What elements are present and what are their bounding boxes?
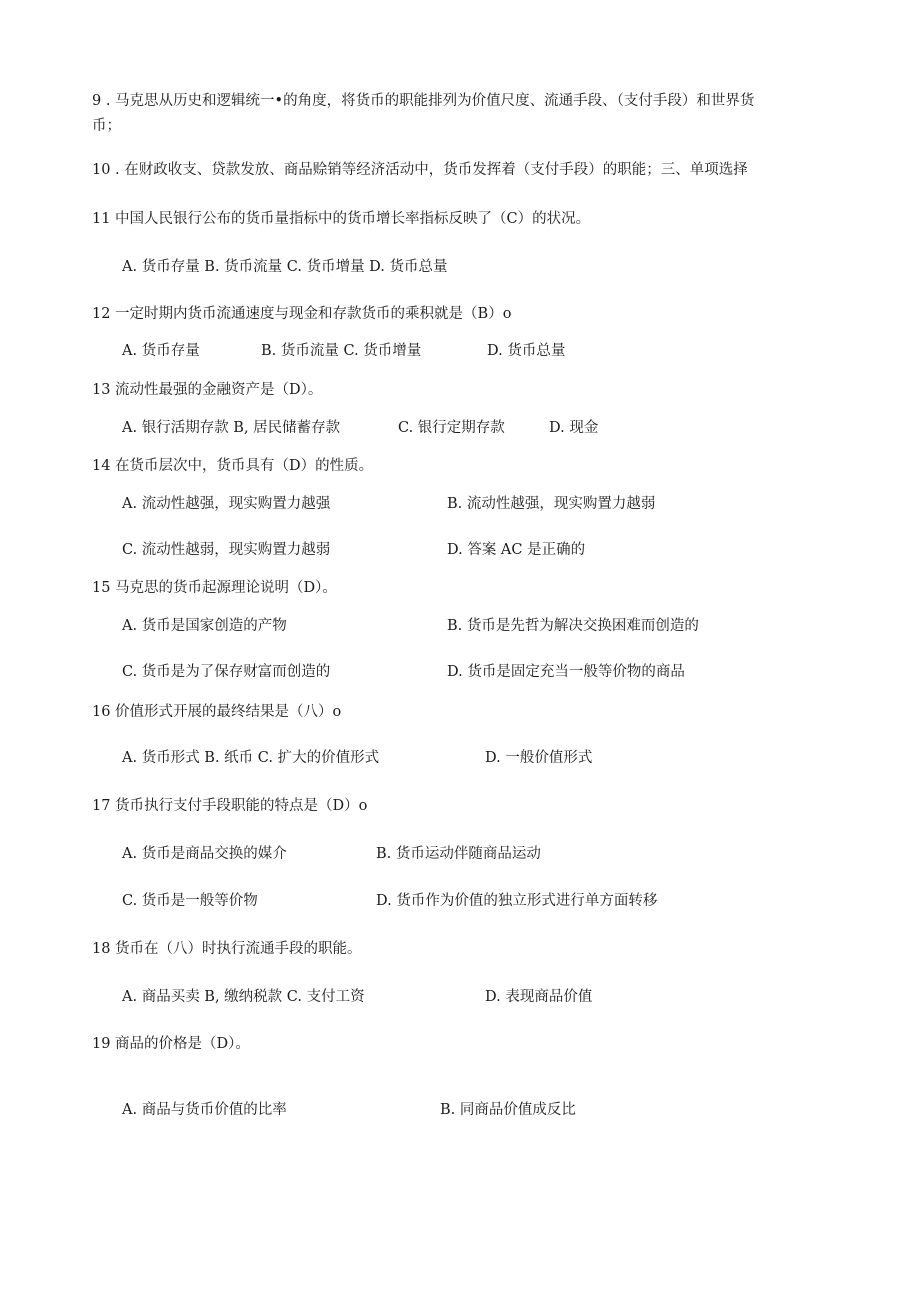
q17-option-b: B. 货币运动伴随商品运动	[376, 846, 541, 862]
q11-options: A. 货币存量 B. 货币流量 C. 货币增量 D. 货币总量	[122, 259, 448, 275]
q18-question: 18 货币在（八）时执行流通手段的职能。	[92, 941, 362, 957]
q15-option-a: A. 货币是国家创造的产物	[122, 618, 287, 634]
q14-option-a: A. 流动性越强，现实购置力越强	[122, 496, 331, 512]
q17-option-a: A. 货币是商品交换的媒介	[122, 846, 287, 862]
q9-line1: 9 . 马克思从历史和逻辑统一•的角度，将货币的职能排列为价值尺度、流通手段、（支付手段）和世界货	[92, 93, 755, 109]
q19-option-a: A. 商品与货币价值的比率	[122, 1102, 287, 1118]
q15-option-c: C. 货币是为了保存财富而创造的	[122, 664, 331, 680]
q16-question: 16 价值形式开展的最终结果是（八）o	[92, 704, 342, 720]
q15-question: 15 马克思的货币起源理论说明（D）。	[92, 580, 337, 596]
q13-option-c: C. 银行定期存款	[398, 420, 505, 436]
q11-question: 11 中国人民银行公布的货币量指标中的货币增长率指标反映了（C）的状况。	[92, 211, 591, 227]
q12-option-a: A. 货币存量	[122, 343, 200, 359]
q17-option-c: C. 货币是一般等价物	[122, 893, 258, 909]
q10-text: 10 . 在财政收支、贷款发放、商品赊销等经济活动中，货币发挥着（支付手段）的职能；三、单项选择	[92, 162, 748, 178]
q18-option-d: D. 表现商品价值	[485, 989, 593, 1005]
q13-option-ab: A. 银行活期存款 B, 居民储蓄存款	[122, 420, 341, 436]
q9-line2: 币；	[92, 118, 121, 134]
q12-option-bc: B. 货币流量 C. 货币增量	[261, 343, 422, 359]
q14-option-b: B. 流动性越强，现实购置力越弱	[447, 496, 656, 512]
q14-option-c: C. 流动性越弱，现实购置力越弱	[122, 542, 331, 558]
q14-option-d: D. 答案 AC 是正确的	[447, 542, 586, 558]
q16-option-d: D. 一般价值形式	[485, 750, 593, 766]
q13-option-d: D. 现金	[549, 420, 599, 436]
q15-option-b: B. 货币是先哲为解决交换困难而创造的	[447, 618, 699, 634]
q19-option-b: B. 同商品价值成反比	[440, 1102, 576, 1118]
q13-question: 13 流动性最强的金融资产是（D）。	[92, 382, 323, 398]
q14-question: 14 在货币层次中，货币具有（D）的性质。	[92, 458, 374, 474]
q18-option-abc: A. 商品买卖 B, 缴纳税款 C. 支付工资	[122, 989, 365, 1005]
q15-option-d: D. 货币是固定充当一般等价物的商品	[447, 664, 685, 680]
q19-question: 19 商品的价格是（D）。	[92, 1036, 250, 1052]
q12-question: 12 一定时期内货币流通速度与现金和存款货币的乘积就是（B）o	[92, 306, 512, 322]
q12-option-d: D. 货币总量	[487, 343, 566, 359]
q16-option-abc: A. 货币形式 B. 纸币 C. 扩大的价值形式	[122, 750, 380, 766]
q17-question: 17 货币执行支付手段职能的特点是（D）o	[92, 798, 368, 814]
q17-option-d: D. 货币作为价值的独立形式进行单方面转移	[376, 893, 658, 909]
